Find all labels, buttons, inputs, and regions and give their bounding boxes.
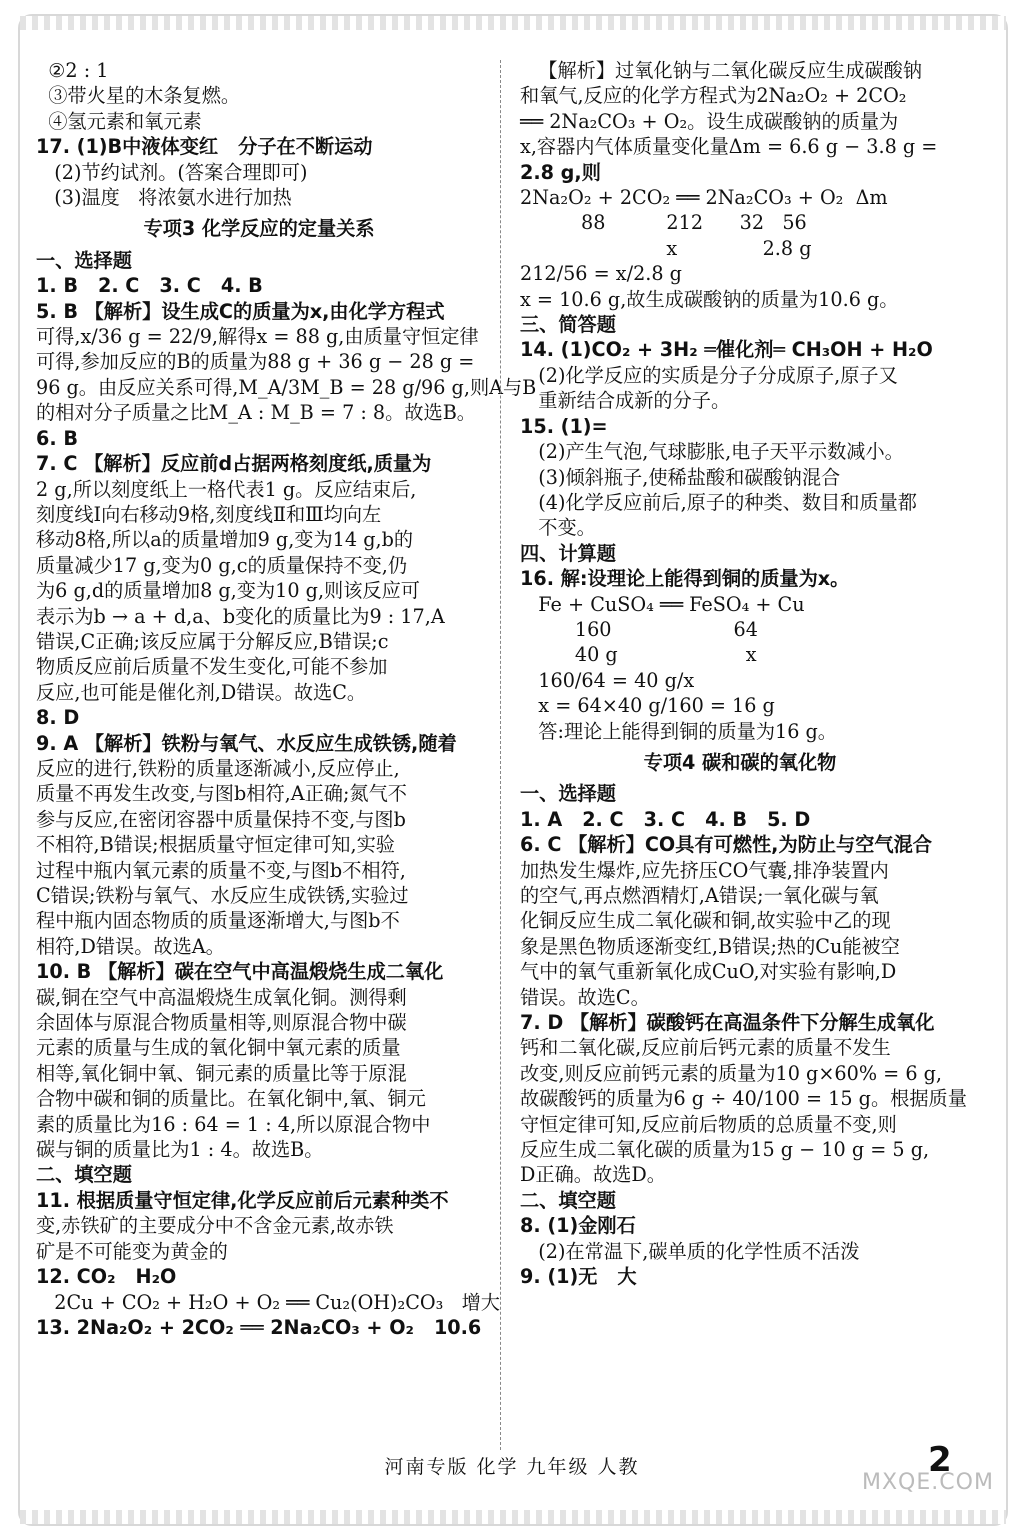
section-heading: 专项4 碳和碳的氧化物 [643,750,837,774]
text-line: Fe + CuSO₄ ══ FeSO₄ + Cu [520,592,805,616]
text-line: ③带火星的木条复燃。 [36,84,241,108]
text-line: 改变,则反应前钙元素的质量为10 g×60% = 6 g, [520,1061,943,1085]
text-line: x,容器内气体质量变化量Δm = 6.6 g − 3.8 g = [520,135,938,159]
text-line: (2)化学反应的实质是分子分成原子,原子又 [520,363,898,387]
text-line: 相等,氧化铜中氧、铜元素的质量比等于原混 [36,1061,407,1085]
text-line: 96 g。由反应关系可得,M_A/3M_B = 28 g/96 g,则A与B [36,375,537,399]
text-line: 答:理论上能得到铜的质量为16 g。 [520,719,837,743]
text-line: 刻度线Ⅰ向右移动9格,刻度线Ⅱ和Ⅲ均向左 [36,502,382,526]
text-line: 二、填空题 [36,1163,132,1187]
text-line: 15. (1)= [520,414,608,438]
text-line: 化铜反应生成二氧化碳和铜,故实验中乙的现 [520,909,891,933]
text-line: 质量减少17 g,变为0 g,c的质量保持不变,仍 [36,553,408,577]
text-line: 2Cu + CO₂ + H₂O + O₂ ══ Cu₂(OH)₂CO₃ 增大 [36,1290,500,1314]
text-line: 6. B [36,426,78,450]
text-line: x 2.8 g [520,236,812,260]
text-line: 错误。故选C。 [520,985,650,1009]
text-line: 【解析】过氧化钠与二氧化碳反应生成碳酸钠 [520,59,923,82]
text-line: (3)温度 将浓氨水进行加热 [36,186,292,210]
text-line: 程中瓶内固态物质的质量逐渐增大,与图b不 [36,909,400,933]
text-line: 160/64 = 40 g/x [520,668,695,692]
text-line: 9. A 【解析】铁粉与氧气、水反应生成铁锈,随着 [36,731,457,755]
text-line: 6. C 【解析】CO具有可燃性,为防止与空气混合 [520,833,932,857]
text-line: 移动8格,所以a的质量增加9 g,变为14 g,b的 [36,528,414,552]
text-line: (2)产生气泡,气球膨胀,电子天平示数减小。 [520,440,904,464]
text-line: ②2 : 1 [36,59,109,82]
footer-text: 河南专版 化学 九年级 人教 [384,1456,640,1478]
text-line: 1. A 2. C 3. C 4. B 5. D [520,807,811,831]
text-line: 不相符,B错误;根据质量守恒定律可知,实验 [36,833,395,857]
watermark: MXQE.COM [862,1470,994,1495]
text-line: (2)在常温下,碳单质的化学性质不活泼 [520,1239,860,1263]
text-line: 可得,参加反应的B的质量为88 g + 36 g − 28 g = [36,350,475,374]
text-line: 可得,x/36 g = 22/9,解得x = 88 g,由质量守恒定律 [36,325,479,349]
text-line: (2)节约试剂。(答案合理即可) [36,160,308,184]
page-number: 2 [928,1440,952,1480]
column-divider [500,60,501,1450]
text-line: 元素的质量与生成的氧化铜中氧元素的质量 [36,1036,401,1060]
text-line: 余固体与原混合物质量相等,则原混合物中碳 [36,1011,407,1035]
text-line: 14. (1)CO₂ + 3H₂ ═催化剂═ CH₃OH + H₂O [520,338,933,362]
text-line: 反应,也可能是催化剂,D错误。故选C。 [36,680,367,704]
top-border-decoration [20,16,1006,30]
text-line: 1. B 2. C 3. C 4. B [36,274,263,298]
text-line: ④氢元素和氧元素 [36,109,202,133]
text-line: 钙和二氧化碳,反应前后钙元素的质量不发生 [520,1036,891,1060]
text-line: 40 g x [520,643,757,667]
text-line: 8. (1)金刚石 [520,1214,636,1238]
text-line: (3)倾斜瓶子,使稀盐酸和碳酸钠混合 [520,465,841,489]
section-heading: 专项3 化学反应的定量关系 [143,217,375,241]
text-line: 13. 2Na₂O₂ + 2CO₂ ══ 2Na₂CO₃ + O₂ 10.6 [36,1315,482,1339]
text-line: 一、选择题 [36,248,132,272]
text-line: 为6 g,d的质量增加8 g,变为10 g,则该反应可 [36,579,420,603]
text-line: 相符,D错误。故选A。 [36,934,225,958]
text-line: 5. B 【解析】设生成C的质量为x,由化学方程式 [36,299,445,323]
text-line: x = 10.6 g,故生成碳酸钠的质量为10.6 g。 [520,287,899,311]
text-line: 质量不再发生改变,与图b相符,A正确;氮气不 [36,782,407,806]
text-line: 7. C 【解析】反应前d占据两格刻度纸,质量为 [36,452,432,476]
text-line: ══ 2Na₂CO₃ + O₂。设生成碳酸钠的质量为 [520,109,899,133]
text-line: 212/56 = x/2.8 g [520,262,682,286]
text-line: 过程中瓶内氧元素的质量不变,与图b不相符, [36,858,406,882]
text-line: 故碳酸钙的质量为6 g ÷ 40/100 = 15 g。根据质量 [520,1087,967,1111]
text-line: 变,赤铁矿的主要成分中不含金元素,故赤铁 [36,1214,394,1238]
bottom-border-decoration [20,1510,1006,1524]
text-line: 象是黑色物质逐渐变红,B错误;热的Cu能被空 [520,934,900,958]
text-line: 气中的氧气重新氧化成CuO,对实验有影响,D [520,960,897,984]
text-line: 的相对分子质量之比M_A : M_B = 7 : 8。故选B。 [36,401,476,425]
text-line: 碳与铜的质量比为1 : 4。故选B。 [36,1138,324,1162]
text-line: 10. B 【解析】碳在空气中高温煅烧生成二氧化 [36,960,444,984]
text-line: 和氧气,反应的化学方程式为2Na₂O₂ + 2CO₂ [520,84,907,108]
text-line: 88 212 32 56 [520,211,807,235]
text-line: 160 64 [520,617,758,641]
text-line: D正确。故选D。 [520,1163,666,1187]
text-line: 四、计算题 [520,541,616,565]
text-line: 的空气,再点燃酒精灯,A错误;一氧化碳与氧 [520,884,879,907]
left-column [36,58,537,1340]
text-line: 表示为b → a + d,a、b变化的质量比为9 : 17,A [36,604,445,628]
text-line: 物质反应前后质量不发生变化,可能不参加 [36,655,388,679]
text-line: 三、简答题 [520,313,616,337]
text-line: 17. (1)B中液体变红 分子在不断运动 [36,135,373,159]
text-line: 碳,铜在空气中高温煅烧生成氧化铜。测得剩 [36,985,407,1009]
text-line: 反应生成二氧化碳的质量为15 g − 10 g = 5 g, [520,1138,930,1162]
text-line: 16. 解:设理论上能得到铜的质量为x。 [520,567,850,591]
text-line: 守恒定律可知,反应前后物质的总质量不变,则 [520,1112,897,1136]
text-line: (4)化学反应前后,原子的种类、数目和质量都 [520,490,917,514]
text-line: 合物中碳和铜的质量比。在氧化铜中,氧、铜元 [36,1087,426,1111]
text-line: C错误;铁粉与氧气、水反应生成铁锈,实验过 [36,884,409,907]
text-line: x = 64×40 g/160 = 16 g [520,694,775,718]
text-line: 9. (1)无 大 [520,1265,637,1289]
text-line: 素的质量比为16 : 64 = 1 : 4,所以原混合物中 [36,1112,431,1136]
text-line: 参与反应,在密闭容器中质量保持不变,与图b [36,807,406,831]
text-line: 一、选择题 [520,782,616,806]
text-line: 重新结合成新的分子。 [520,389,731,413]
text-line: 二、填空题 [520,1188,616,1212]
text-line: 加热发生爆炸,应先挤压CO气囊,排净装置内 [520,858,889,882]
text-line: 2.8 g,则 [520,160,601,184]
text-line: 错误,C正确;该反应属于分解反应,B错误;c [36,629,389,653]
text-line: 反应的进行,铁粉的质量逐渐减小,反应停止, [36,756,400,780]
text-line: 12. CO₂ H₂O [36,1265,177,1289]
text-line: 不变。 [520,516,596,540]
text-line: 8. D [36,706,80,730]
right-column [520,58,967,1290]
text-line: 2Na₂O₂ + 2CO₂ ══ 2Na₂CO₃ + O₂ Δm [520,186,888,210]
text-line: 7. D 【解析】碳酸钙在高温条件下分解生成氧化 [520,1011,935,1035]
text-line: 11. 根据质量守恒定律,化学反应前后元素种类不 [36,1188,449,1212]
text-line: 2 g,所以刻度纸上一格代表1 g。反应结束后, [36,477,417,501]
text-line: 矿是不可能变为黄金的 [36,1239,228,1263]
